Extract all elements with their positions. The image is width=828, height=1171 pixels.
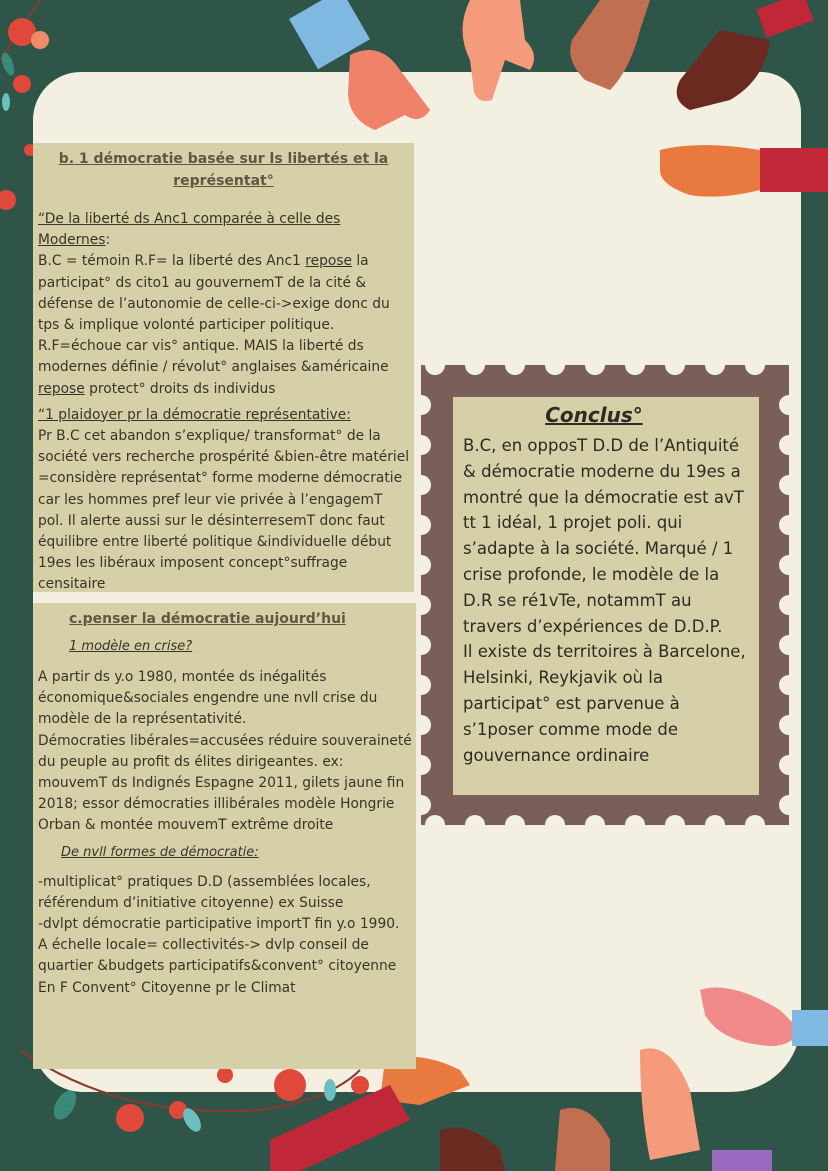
section-b-title-line1: b. 1 démocratie basée sur ls libertés et la — [58, 151, 389, 167]
new-forms-paragraph-3: En F Convent° Citoyenne pr le Climat — [38, 979, 296, 996]
new-forms-paragraph-1: -multiplicat° pratiques D.D (assemblées locales, référendum d’initiative citoyenne) ex Suisse — [38, 873, 371, 911]
conclusion-paragraph-2: Il existe ds territoires à Barcelone, Helsinki, Reykjavik où la participat° est parvenue à s’1poser comme mode de gouvernance ordinaire — [463, 642, 746, 765]
hand-right-icon — [660, 145, 828, 197]
hand-bottom-right-icon — [640, 988, 828, 1171]
p1-part-a: B.C = témoin R.F= la liberté des Anc1 — [38, 253, 306, 270]
crisis-paragraph-1: A partir ds y.o 1980, montée ds inégalités économique&sociales engendre une nvll crise du modèle de la représentativité. — [38, 669, 378, 728]
subheading-crisis: 1 modèle en crise? — [69, 639, 193, 654]
p2-text: Pr B.C cet abandon s’explique/ transformat° de la société vers recherche prospérité &bien-être matériel =considère représentat° forme moderne démocratie car les hommes pref leur vie privée à l’engagemT pol. Il alerte aussi sur le désinterresemT donc faut équilibre entre liberté politique &individuelle début 19es les libéraux imposent concept°suffrage censitaire — [38, 428, 410, 593]
section-c-new-forms-text — [33, 872, 416, 999]
section-c-title: c.penser la démocratie aujourd’hui — [69, 611, 346, 627]
p1-underline-2: repose — [38, 380, 85, 397]
section-b-title-line2: représentat° — [173, 173, 274, 189]
conclusion-text — [453, 427, 759, 768]
conclusion-paragraph-1: B.C, en opposT D.D de l’Antiquité & démocratie moderne du 19es a montré que la démocratie est avT tt 1 idéal, 1 projet poli. qui s’adapte à la société. Marqué / 1 crise profonde, le modèle de la D.R se ré1vTe, notammT au travers d’expériences de D.D.P. — [463, 436, 744, 636]
hand-top-2-icon — [463, 0, 535, 101]
new-forms-paragraph-2: -dvlpt démocratie participative importT fin y.o 1990. A échelle locale= collectivités-> dvlp conseil de quartier &budgets participatifs&convent° citoyenne — [38, 916, 400, 975]
crisis-paragraph-2: Démocraties libérales=accusées réduire souveraineté du peuple au profit ds élites dirigeantes. ex: mouvemT ds Indignés Espagne 2011, gilets jaune fin 2018; essor démocraties illibérales modèle Hongrie Orban & montée mouvemT extrême droite — [38, 732, 412, 834]
conclusion-box — [453, 397, 759, 795]
hand-top-4-icon — [677, 0, 814, 110]
section-c-box — [33, 603, 416, 1069]
p1-part-b: la participat° ds cito1 au gouvernemT de la cité & défense de l’autonomie de celle-ci->exige donc du tps & implique volonté participer politique. R.F=échoue car vis° antique. MAIS la liberté ds modernes définie / révolut° anglaises &américaine — [38, 253, 390, 376]
p1-part-c: protect° droits ds individus — [84, 380, 276, 397]
quote1-title: “De la liberté ds Anc1 comparée à celle des Modernes — [38, 211, 341, 249]
section-b-box — [33, 143, 414, 592]
section-c-crisis-text — [33, 667, 416, 837]
p1-underline-1: repose — [305, 253, 352, 270]
hand-bottom-center-icon — [270, 1057, 610, 1171]
subheading-new-forms: De nvll formes de démocratie: — [61, 844, 259, 860]
hand-top-1-icon — [289, 0, 430, 130]
quote2-title: “1 plaidoyer pr la démocratie représentative: — [38, 406, 351, 423]
section-b-paragraph-2 — [33, 405, 414, 596]
section-b-paragraph-1: “De la liberté ds Anc1 comparée à celle des Modernes: B.C = témoin R.F= la liberté des Anc1 repose la participat° ds cito1 au gouvernemT de la cité & défense de l’autonomie de celle-ci->exige donc du tps & implique volonté participer politique. R.F=échoue car vis° antique. MAIS la liberté ds modernes définie / révolut° anglaises &américaine repose protect° droits ds individus — [38, 211, 390, 397]
hand-top-3-icon — [570, 0, 650, 90]
conclusion-title: Conclus° — [545, 403, 643, 427]
section-b-title — [33, 148, 414, 192]
